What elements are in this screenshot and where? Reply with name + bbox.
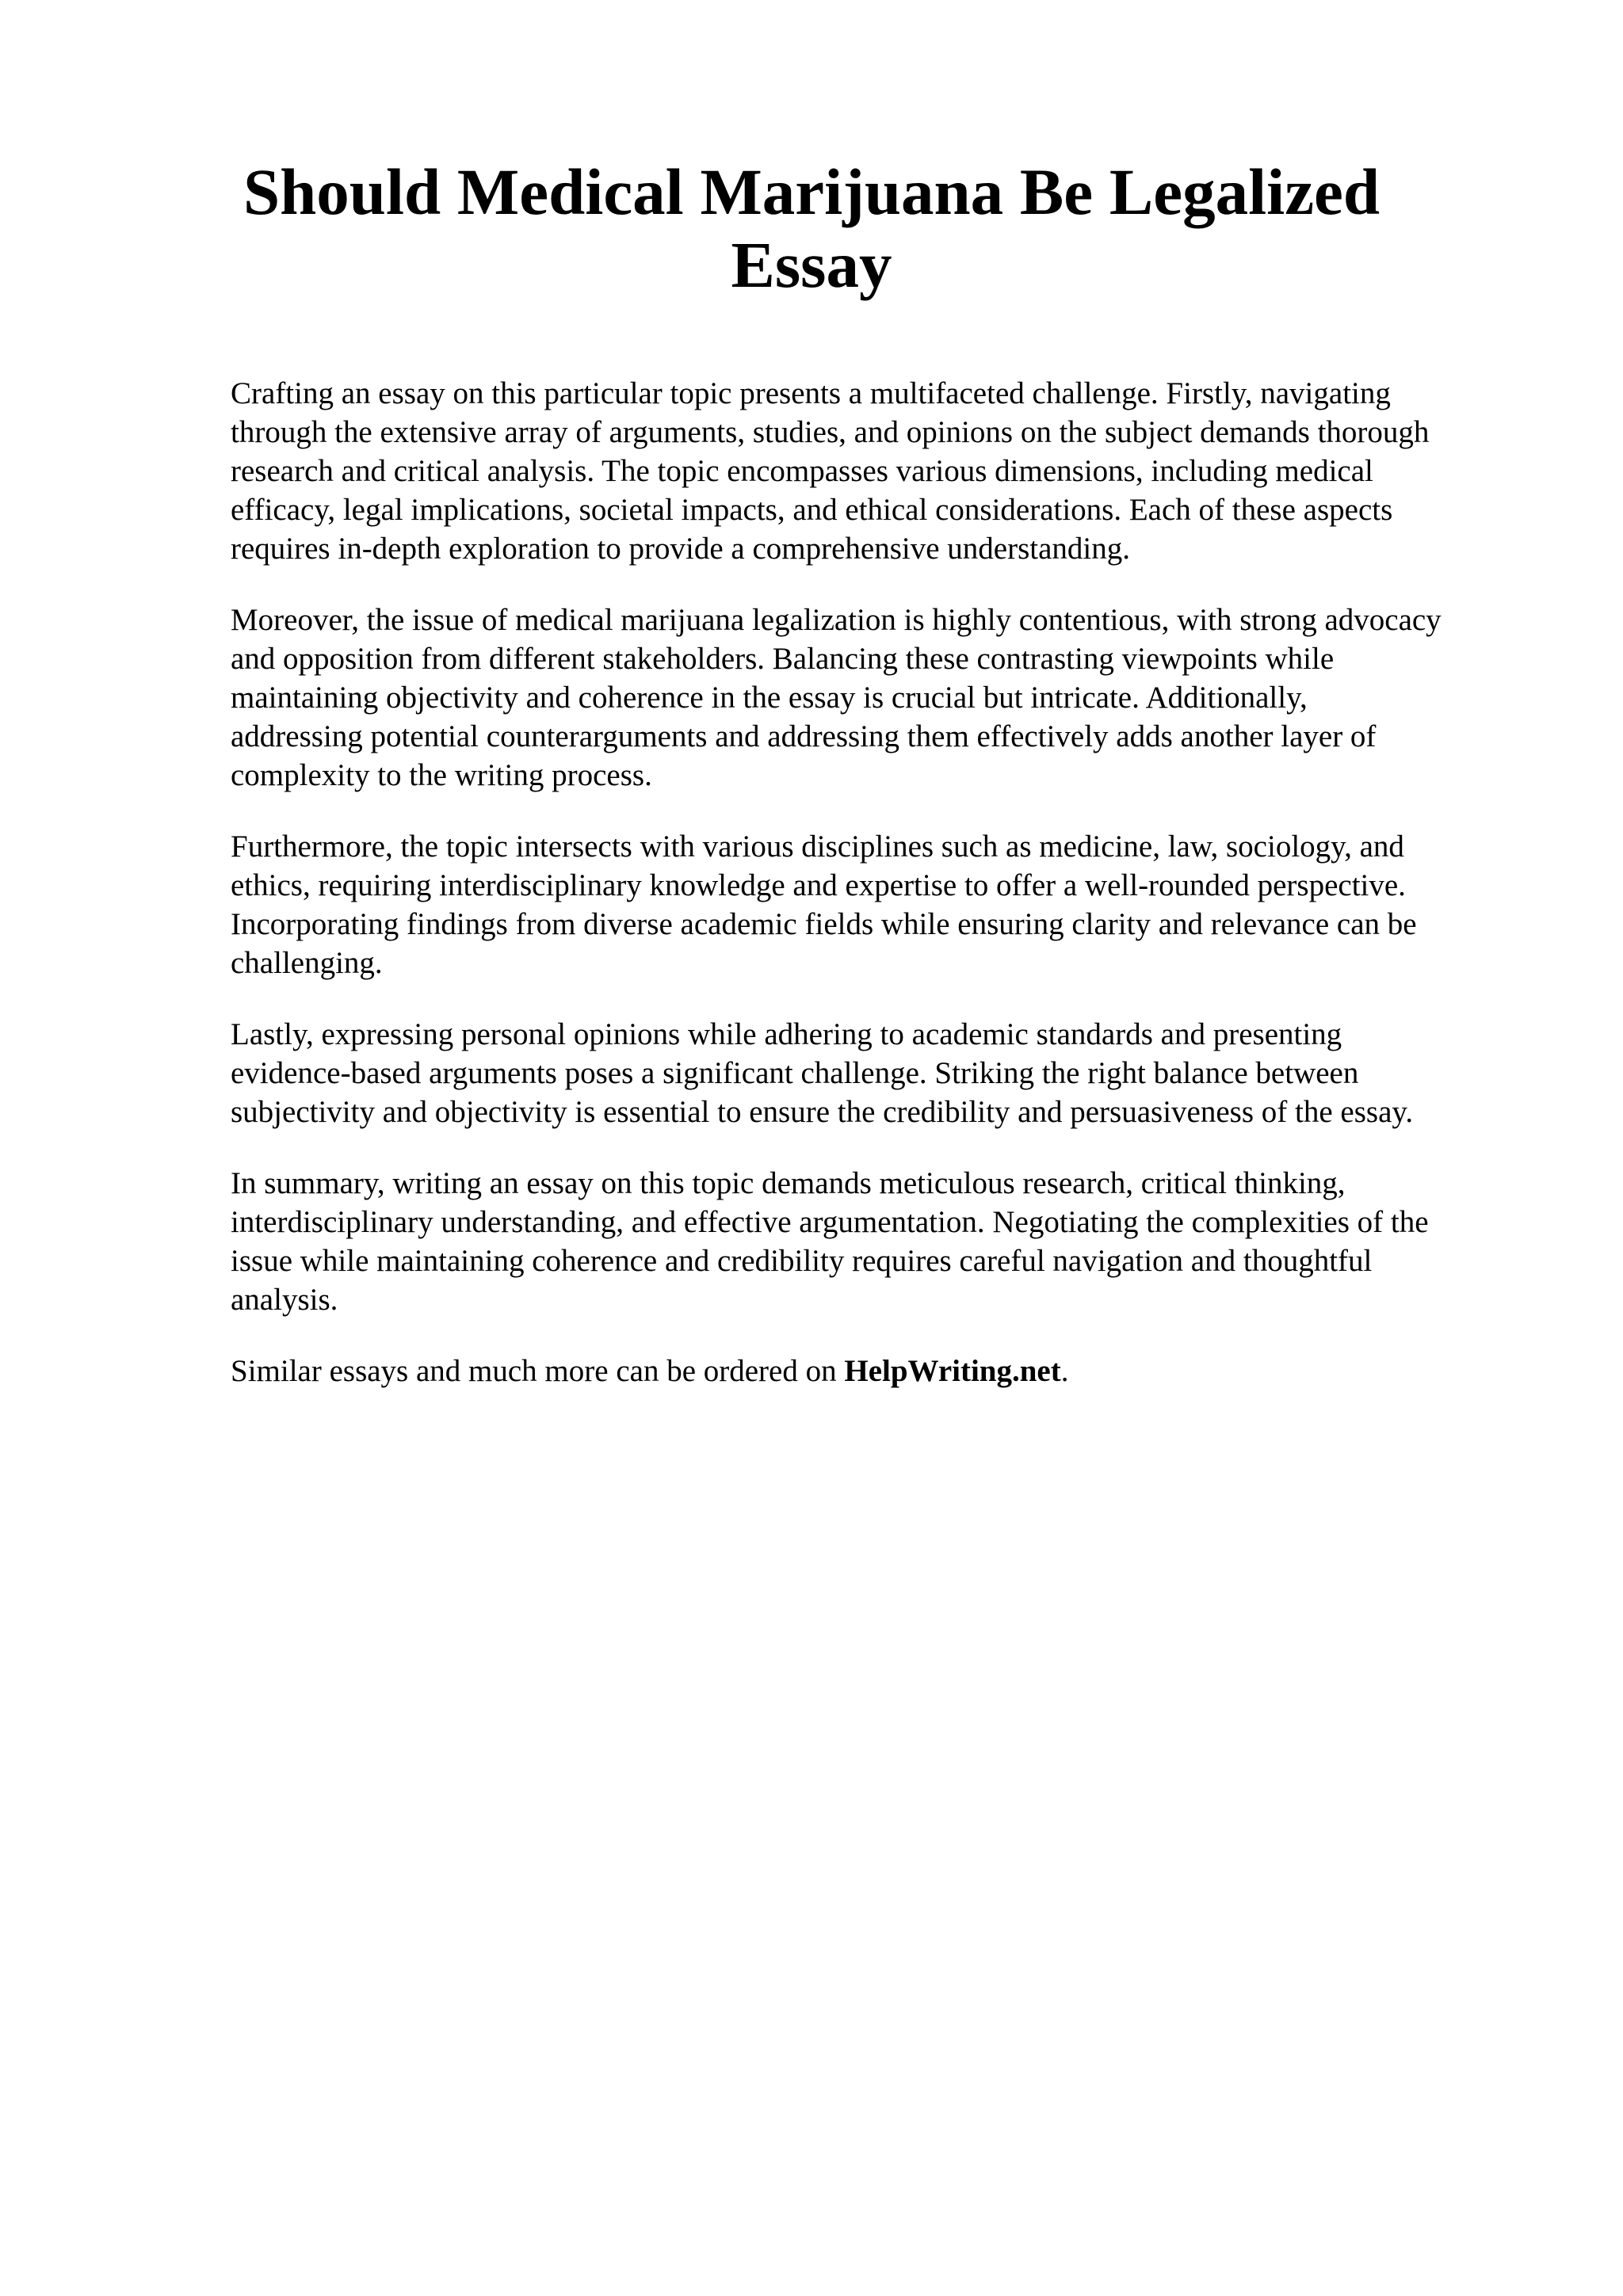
- paragraph-line: subjectivity and objectivity is essential to ensure the credibility and persuasiveness of the essay.: [231, 1095, 1414, 1129]
- paragraph-furthermore: [231, 827, 1594, 982]
- paragraph-line: In summary, writing an essay on this topic demands meticulous research, critical thinking,: [231, 1166, 1346, 1200]
- paragraph-line: Moreover, the issue of medical marijuana legalization is highly contentious, with strong advocacy: [231, 603, 1442, 637]
- helpwriting-link[interactable]: HelpWriting.net: [844, 1354, 1061, 1388]
- paragraph-line: efficacy, legal implications, societal impacts, and ethical considerations. Each of these aspects: [231, 493, 1393, 527]
- paragraph-line: analysis.: [231, 1283, 338, 1317]
- footer-period: .: [1060, 1354, 1069, 1388]
- paragraph-line: maintaining objectivity and coherence in the essay is crucial but intricate. Additionally,: [231, 681, 1308, 715]
- paragraph-line: addressing potential counterarguments and addressing them effectively adds another layer of: [231, 719, 1377, 753]
- paragraph-line: issue while maintaining coherence and credibility requires careful navigation and thoughtful: [231, 1244, 1373, 1278]
- paragraph-line: Incorporating findings from diverse academic fields while ensuring clarity and relevance can be: [231, 907, 1417, 941]
- paragraph-moreover: [231, 601, 1594, 795]
- essay-body: [231, 374, 1594, 1423]
- footer-text: Similar essays and much more can be ordered on: [231, 1354, 837, 1388]
- paragraph-line: Crafting an essay on this particular topic presents a multifaceted challenge. Firstly, navigating: [231, 376, 1391, 410]
- paragraph-line: challenging.: [231, 946, 383, 980]
- paragraph-lastly: [231, 1015, 1594, 1131]
- essay-title-line-1: Should Medical Marijuana Be Legalized: [242, 155, 1381, 228]
- paragraph-line: ethics, requiring interdisciplinary knowledge and expertise to offer a well-rounded perspective.: [231, 868, 1406, 902]
- paragraph-line: research and critical analysis. The topic encompasses various dimensions, including medical: [231, 454, 1373, 488]
- paragraph-intro: [231, 374, 1594, 568]
- paragraph-line: requires in-depth exploration to provide a comprehensive understanding.: [231, 532, 1130, 566]
- paragraph-line: Lastly, expressing personal opinions while adhering to academic standards and presenting: [231, 1017, 1342, 1051]
- paragraph-line: and opposition from different stakeholders. Balancing these contrasting viewpoints while: [231, 642, 1335, 676]
- paragraph-line: Furthermore, the topic intersects with various disciplines such as medicine, law, sociology, and: [231, 830, 1404, 864]
- paragraph-line: through the extensive array of arguments, studies, and opinions on the subject demands thorough: [231, 415, 1430, 449]
- paragraph-line: evidence-based arguments poses a significant challenge. Striking the right balance between: [231, 1056, 1359, 1090]
- essay-title-line-2: Essay: [731, 228, 892, 301]
- paragraph-line: complexity to the writing process.: [231, 758, 652, 792]
- paragraph-summary: [231, 1164, 1594, 1319]
- essay-title: [0, 155, 1623, 301]
- footer-note: [231, 1352, 1594, 1390]
- paragraph-line: interdisciplinary understanding, and effective argumentation. Negotiating the complexities of the: [231, 1205, 1429, 1239]
